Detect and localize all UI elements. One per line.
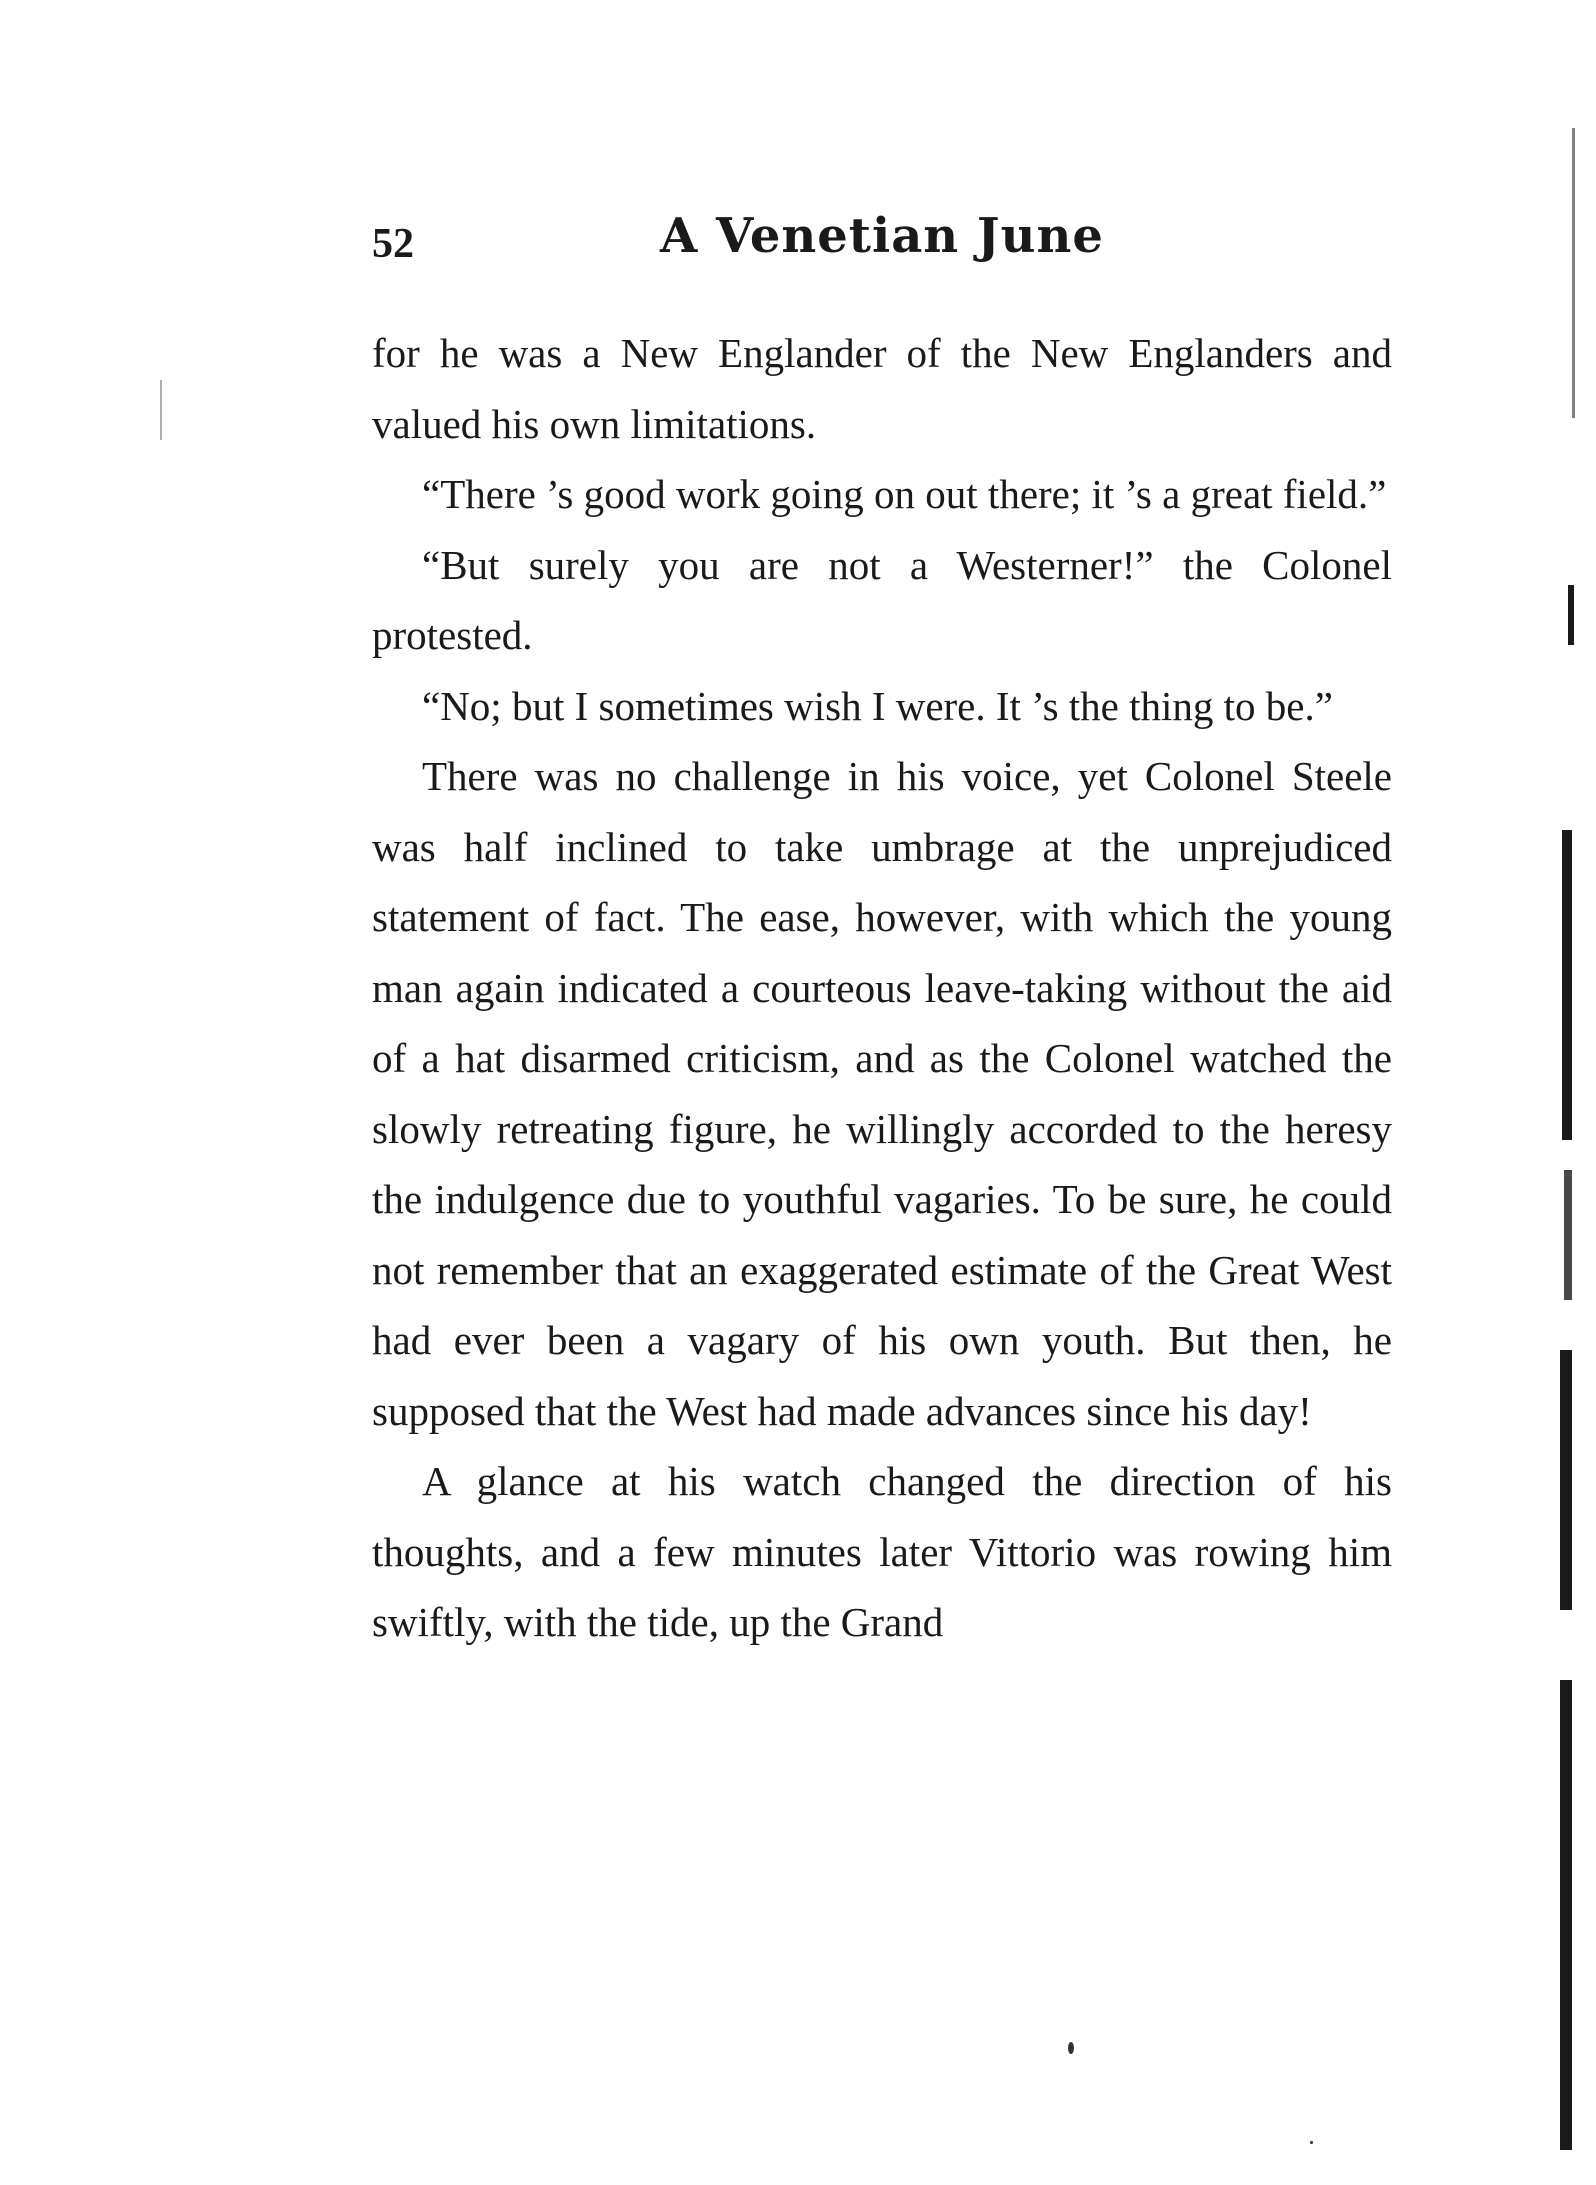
scan-edge-shadow <box>1568 585 1574 645</box>
body-text <box>372 318 1392 1658</box>
scan-speck <box>1310 2141 1313 2144</box>
scan-edge-shadow <box>1562 830 1572 1140</box>
paragraph: A glance at his watch changed the direction of his thoughts, and a few minutes later Vittorio was rowing him swiftly, with the tide, up the Grand <box>372 1458 1392 1645</box>
paragraph: for he was a New Englander of the New Englanders and valued his own limitations. <box>372 330 1392 447</box>
paragraph: “There ’s good work going on out there; it ’s a great field.” <box>422 471 1387 517</box>
running-title: A Venetian June <box>660 208 1104 264</box>
scan-edge-shadow <box>1560 1680 1572 2150</box>
paragraph: “But surely you are not a Westerner!” the Colonel protested. <box>372 541 1392 658</box>
paragraph: There was no challenge in his voice, yet Colonel Steele was half inclined to take umbrage at the unprejudiced statement of fact. The ease, however, with which the young man again indicated a courteous leave-taking without the aid of a hat disarmed criticism, and as the Colonel watched the slowly retreating figure, he willingly accorded to the heresy the indulgence due to youthful vagaries. To be sure, he could not remember that an exaggerated estimate of the Great West had ever been a vagary of his own youth. But then, he supposed that the West had made advances since his day! <box>372 753 1392 1434</box>
scan-edge-shadow <box>1560 1350 1572 1610</box>
scan-edge-shadow <box>1572 128 1575 418</box>
scan-edge-shadow <box>1564 1170 1572 1300</box>
scan-speck <box>1068 2042 1074 2054</box>
running-head <box>372 208 1392 278</box>
page-number: 52 <box>372 221 414 267</box>
paragraph: “No; but I sometimes wish I were. It ’s the thing to be.” <box>422 682 1333 729</box>
scan-edge-shadow <box>160 380 162 440</box>
